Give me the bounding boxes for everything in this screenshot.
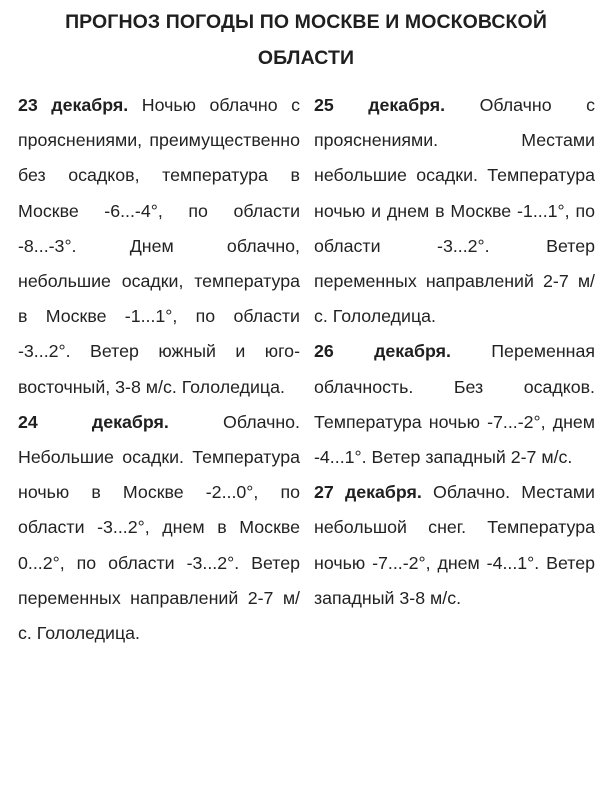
forecast-text: Облачно. Местами небольшой снег. Температура ночью -7...-2°, днем -4...1°. Ветер западный 3-8 м/с. bbox=[314, 482, 595, 608]
forecast-date: 24 декабря. bbox=[18, 411, 169, 432]
forecast-column-right bbox=[314, 88, 595, 616]
forecast-entry-dec-27 bbox=[314, 475, 595, 616]
forecast-text: Облачно. Небольшие осадки. Температура ночью в Москве -2...0°, по области -3...2°, днем в Москве 0...2°, по области -3...2°. Ветер переменных направлений 2-7 м/с. Гололедица. bbox=[18, 411, 300, 644]
forecast-text: Облачно с прояснениями. Местами небольшие осадки. Температура ночью и днем в Москве -1...1°, по области -3...2°. Ветер переменных направлений 2-7 м/с. Гололедица. bbox=[314, 95, 595, 327]
forecast-column-left bbox=[18, 88, 300, 651]
forecast-entry-dec-25 bbox=[314, 88, 595, 334]
forecast-entry-dec-26 bbox=[314, 334, 595, 475]
forecast-entry-dec-23 bbox=[18, 88, 300, 405]
forecast-date: 25 декабря. bbox=[314, 95, 446, 115]
forecast-date: 23 декабря. bbox=[18, 95, 129, 115]
forecast-text: Переменная облачность. Без осадков. Температура ночью -7...-2°, днем -4...1°. Ветер западный 2-7 м/с. bbox=[314, 341, 595, 468]
page-title: ПРОГНОЗ ПОГОДЫ ПО МОСКВЕ И МОСКОВСКОЙ ОБЛАСТИ bbox=[65, 11, 547, 69]
forecast-text: Ночью облачно с прояснениями, преимущественно без осадков, температура в Москве -6...-4°, по области -8...-3°. Днем облачно, небольшие осадки, температура в Москве -1...1°, по области -3...2°. Ветер южный и юго-восточный, 3-8 м/с. Гололедица. bbox=[18, 95, 300, 397]
forecast-entry-dec-24 bbox=[18, 405, 300, 651]
forecast-date: 27 декабря. bbox=[314, 482, 422, 503]
forecast-date: 26 декабря. bbox=[314, 341, 451, 362]
